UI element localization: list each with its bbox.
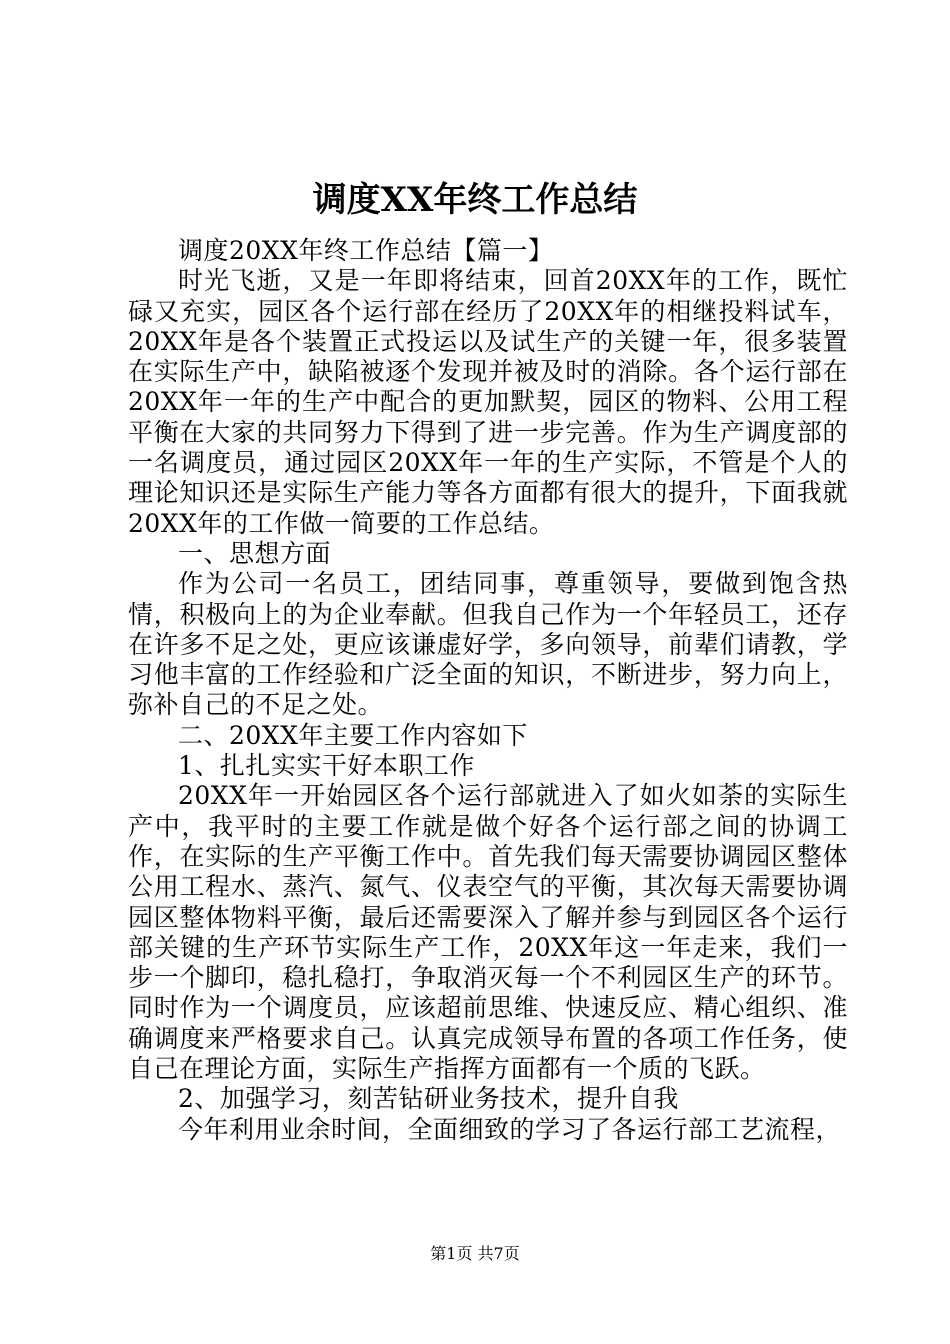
document-body xyxy=(128,236,848,1145)
section-heading: 调度20XX年终工作总结【篇一】 xyxy=(178,236,554,265)
body-paragraph: 作为公司一名员工，团结同事，尊重领导，要做到饱含热情，积极向上的为企业奉献。但我自己作为一个年轻员工，还存在许多不足之处，更应该谦虚好学，多向领导，前辈们请教，学习他丰富的工作经验和广泛全面的知识，不断进步，努力向上，弥补自己的不足之处。 xyxy=(128,569,848,720)
section-heading: 二、20XX年主要工作内容如下 xyxy=(178,720,528,750)
body-paragraph: 今年利用业余时间，全面细致的学习了各运行部工艺流程， xyxy=(178,1114,842,1144)
body-paragraph: 20XX年一开始园区各个运行部就进入了如火如荼的实际生产中，我平时的主要工作就是做个好各个运行部之间的协调工作，在实际的生产平衡工作中。首先我们每天需要协调园区整体公用工程水、蒸汽、氮气、仪表空气的平衡，其次每天需要协调园区整体物料平衡，最后还需要深入了解并参与到园区各个运行部关键的生产环节实际生产工作，20XX年这一年走来，我们一步一个脚印，稳扎稳打，争取消灭每一个不利园区生产的环节。同时作为一个调度员，应该超前思维、快速反应、精心组织、准确调度来严格要求自己。认真完成领导布置的各项工作任务，使自己在理论方面，实际生产指挥方面都有一个质的飞跃。 xyxy=(128,781,848,1084)
page-number-footer: 第1页 共7页 xyxy=(430,1244,520,1263)
section-heading: 一、思想方面 xyxy=(178,538,332,568)
subsection-heading: 1、扎扎实实干好本职工作 xyxy=(178,751,475,781)
subsection-heading: 2、加强学习，刻苦钻研业务技术，提升自我 xyxy=(178,1084,679,1114)
document-title: 调度XX年终工作总结 xyxy=(312,180,638,220)
body-paragraph: 时光飞逝，又是一年即将结束，回首20XX年的工作，既忙碌又充实，园区各个运行部在经历了20XX年的相继投料试车，20XX年是各个装置正式投运以及试生产的关键一年，很多装置在实际生产中，缺陷被逐个发现并被及时的消除。各个运行部在20XX年一年的生产中配合的更加默契，园区的物料、公用工程平衡在大家的共同努力下得到了进一步完善。作为生产调度部的一名调度员，通过园区20XX年一年的生产实际，不管是个人的理论知识还是实际生产能力等各方面都有很大的提升，下面我就20XX年的工作做一简要的工作总结。 xyxy=(128,266,848,538)
